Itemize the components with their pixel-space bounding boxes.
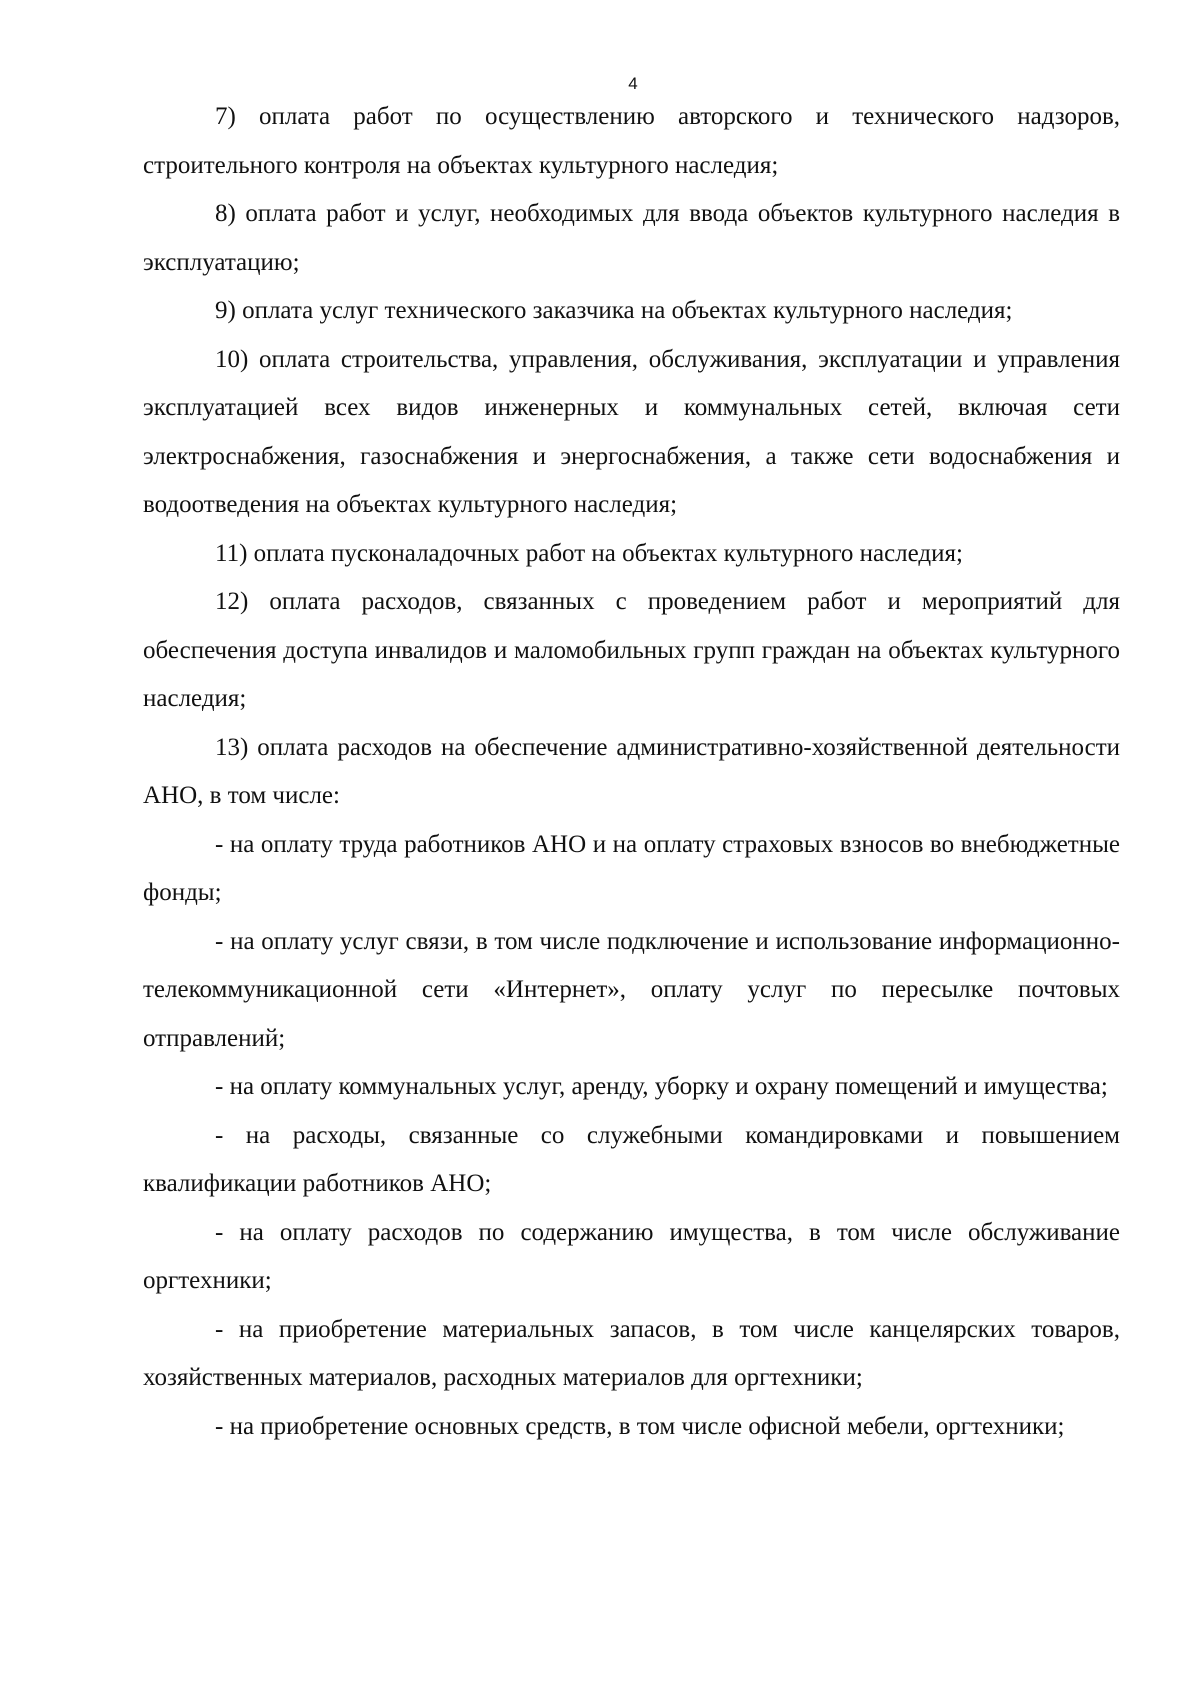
sub-item-labor-costs: - на оплату труда работников АНО и на оплату страховых взносов во внебюджетные фонды; xyxy=(143,830,1120,906)
paragraph-item-10: 10) оплата строительства, управления, обслуживания, эксплуатации и управления эксплуатацией всех видов инженерных и коммунальных сетей, включая сети электроснабжения, газоснабжения и энергоснабжения, а также сети водоснабжения и водоотведения на объектах культурного наследия; xyxy=(143,345,1120,518)
paragraph-item-7: 7) оплата работ по осуществлению авторского и технического надзоров, строительного контроля на объектах культурного наследия; xyxy=(143,103,1120,179)
sub-item-communication-services: - на оплату услуг связи, в том числе подключение и использование информационно-телекоммуникационной сети «Интернет», оплату услуг по пересылке почтовых отправлений; xyxy=(143,927,1120,1052)
sub-item-property-maintenance: - на оплату расходов по содержанию имущества, в том числе обслуживание оргтехники; xyxy=(143,1218,1120,1294)
sub-item-business-trips: - на расходы, связанные со служебными командировками и повышением квалификации работников АНО; xyxy=(143,1121,1120,1197)
page-number: 4 xyxy=(628,74,638,93)
document-body xyxy=(143,93,1120,1451)
paragraph-item-13: 13) оплата расходов на обеспечение административно-хозяйственной деятельности АНО, в том числе: xyxy=(143,733,1120,809)
sub-item-material-supplies: - на приобретение материальных запасов, в том числе канцелярских товаров, хозяйственных материалов, расходных материалов для оргтехники; xyxy=(143,1315,1120,1391)
paragraph-item-9: 9) оплата услуг технического заказчика на объектах культурного наследия; xyxy=(215,297,1013,324)
paragraph-item-11: 11) оплата пусконаладочных работ на объектах культурного наследия; xyxy=(215,539,963,567)
paragraph-item-12: 12) оплата расходов, связанных с проведением работ и мероприятий для обеспечения доступа инвалидов и маломобильных групп граждан на объектах культурного наследия; xyxy=(143,588,1120,712)
sub-item-utilities-rent: - на оплату коммунальных услуг, аренду, уборку и охрану помещений и имущества; xyxy=(215,1073,1108,1100)
sub-item-fixed-assets: - на приобретение основных средств, в том числе офисной мебели, оргтехники; xyxy=(215,1412,1065,1440)
paragraph-item-8: 8) оплата работ и услуг, необходимых для ввода объектов культурного наследия в эксплуатацию; xyxy=(143,200,1120,276)
